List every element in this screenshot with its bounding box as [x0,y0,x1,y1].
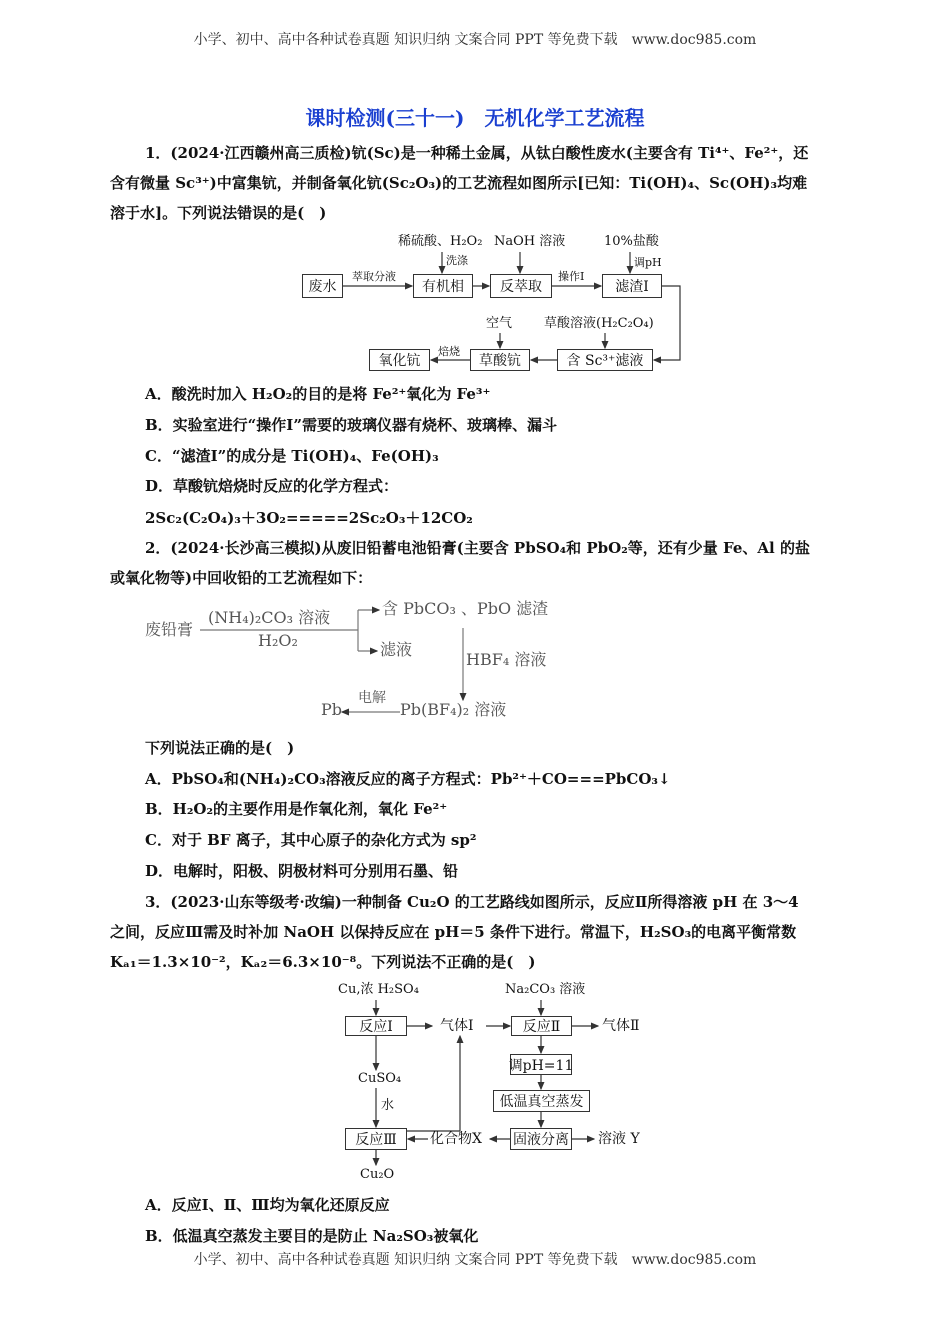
flow-label: 稀硫酸、H₂O₂ [398,234,483,249]
q1-option-d: D．草酸钪焙烧时反应的化学方程式： [145,477,399,495]
page-header: 小学、初中、高中各种试卷真题 知识归纳 文案合同 PPT 等免费下载 www.doc985.com [193,32,757,48]
flow-label: 空气 [486,316,513,331]
flow-label: 水 [381,1098,395,1113]
flow-box-scandium-oxalate: 草酸钪 [470,349,530,371]
page-footer: 小学、初中、高中各种试卷真题 知识归纳 文案合同 PPT 等免费下载 www.doc985.com [193,1252,757,1268]
q3-option-a: A．反应Ⅰ、Ⅱ、Ⅲ均为氧化还原反应 [145,1196,390,1214]
flow-box-scandium-oxide: 氧化钪 [369,349,430,371]
q2-option-d: D．电解时，阳极、阴极材料可分别用石墨、铅 [145,862,459,880]
flow-label: 化合物X [430,1131,482,1147]
flow-box-back-extraction: 反萃取 [490,274,552,298]
flow-label: (NH₄)₂CO₃ 溶液 [208,608,331,627]
flow-box-reaction-1: 反应Ⅰ [345,1016,407,1036]
flow-box-reaction-2: 反应Ⅱ [511,1016,572,1036]
q1-option-a: A．酸洗时加入 H₂O₂的目的是将 Fe²⁺氧化为 Fe³⁺ [145,385,491,403]
flow-label: Na₂CO₃ 溶液 [505,982,586,997]
flow-label: Cu,浓 H₂SO₄ [338,982,419,997]
flow-label: 焙烧 [438,345,460,358]
q3-stem-line: Kₐ₁＝1.3×10⁻²，Kₐ₂＝6.3×10⁻⁸。下列说法不正确的是( ) [110,953,536,971]
q2-option-a: A．PbSO₄和(NH₄)₂CO₃溶液反应的离子方程式：Pb²⁺＋CO===PbCO₃↓ [145,770,671,788]
flow-label: CuSO₄ [358,1071,402,1086]
flow-label: 滤液 [380,640,413,659]
flow-box-reaction-3: 反应Ⅲ [345,1128,407,1150]
flow-label: 洗涤 [446,254,468,267]
q1-stem-line: 溶于水]。下列说法错误的是( ) [110,204,327,222]
flow-label: 气体Ⅱ [602,1018,640,1034]
q3-stem-line: 之间，反应Ⅲ需及时补加 NaOH 以保持反应在 pH＝5 条件下进行。常温下，H₂SO₃的电离平衡常数 [110,923,797,941]
page-title: 课时检测(三十一) 无机化学工艺流程 [305,106,645,130]
flow-label: 溶液 Y [598,1131,640,1147]
flow-box-sc-filtrate: 含 Sc³⁺滤液 [557,349,653,371]
q3-stem-line: 3．(2023·山东等级考·改编)一种制备 Cu₂O 的工艺路线如图所示，反应Ⅱ所得溶液 pH 在 3～4 [145,893,799,911]
flow-label: 10%盐酸 [604,234,659,249]
q1-option-c: C．“滤渣Ⅰ”的成分是 Ti(OH)₄、Fe(OH)₃ [145,447,439,465]
q1-option-b: B．实验室进行“操作Ⅰ”需要的玻璃仪器有烧杯、玻璃棒、漏斗 [145,416,557,434]
flow-label: HBF₄ 溶液 [466,650,547,669]
flow-label: 气体Ⅰ [440,1018,474,1034]
flow-label: 电解 [358,690,386,706]
q2-option-c: C．对于 BF 离子，其中心原子的杂化方式为 sp² [145,831,477,849]
flow-label: 含 PbCO₃ 、PbO 滤渣 [382,599,549,618]
flow-label: 废铅膏 [145,620,194,639]
flow-label: 操作Ⅰ [558,270,585,283]
flow-box-organic-phase: 有机相 [413,274,473,298]
flow-label: H₂O₂ [258,631,298,650]
q1-equation: 2Sc₂(C₂O₄)₃＋3O₂=====2Sc₂O₃＋12CO₂ [145,509,473,527]
flow-label: Pb(BF₄)₂ 溶液 [400,700,507,719]
flow-box-filter-residue: 滤渣Ⅰ [602,274,662,298]
flow-label: Pb [321,700,343,719]
flow-box-wastewater: 废水 [302,274,343,298]
q2-question: 下列说法正确的是( ) [145,739,295,757]
flow-label: 萃取分液 [352,270,396,283]
flow-box-adjust-ph: 调pH=11 [510,1054,572,1075]
flow-label: 草酸溶液(H₂C₂O₄) [544,316,654,331]
q1-stem-line: 1．(2024·江西赣州高三质检)钪(Sc)是一种稀土金属，从钛白酸性废水(主要含有 Ti⁴⁺、Fe²⁺，还 [145,144,809,162]
q2-stem-line: 2．(2024·长沙高三模拟)从废旧铅蓄电池铅膏(主要含 PbSO₄和 PbO₂等，还有少量 Fe、Al 的盐 [145,539,810,557]
q1-stem-line: 含有微量 Sc³⁺)中富集钪，并制备氧化钪(Sc₂O₃)的工艺流程如图所示[已知：Ti(OH)₄、Sc(OH)₃均难 [110,174,808,192]
flow-label: 调pH [634,256,662,269]
flow-box-separation: 固液分离 [510,1128,572,1150]
q2-option-b: B．H₂O₂的主要作用是作氧化剂，氧化 Fe²⁺ [145,800,448,818]
q3-option-b: B．低温真空蒸发主要目的是防止 Na₂SO₃被氧化 [145,1227,479,1245]
flow-label: Cu₂O [360,1167,395,1182]
q2-stem-line: 或氧化物等)中回收铅的工艺流程如下： [110,569,373,587]
flow-box-vacuum-evaporation: 低温真空蒸发 [493,1090,590,1112]
flow-label: NaOH 溶液 [494,234,566,249]
